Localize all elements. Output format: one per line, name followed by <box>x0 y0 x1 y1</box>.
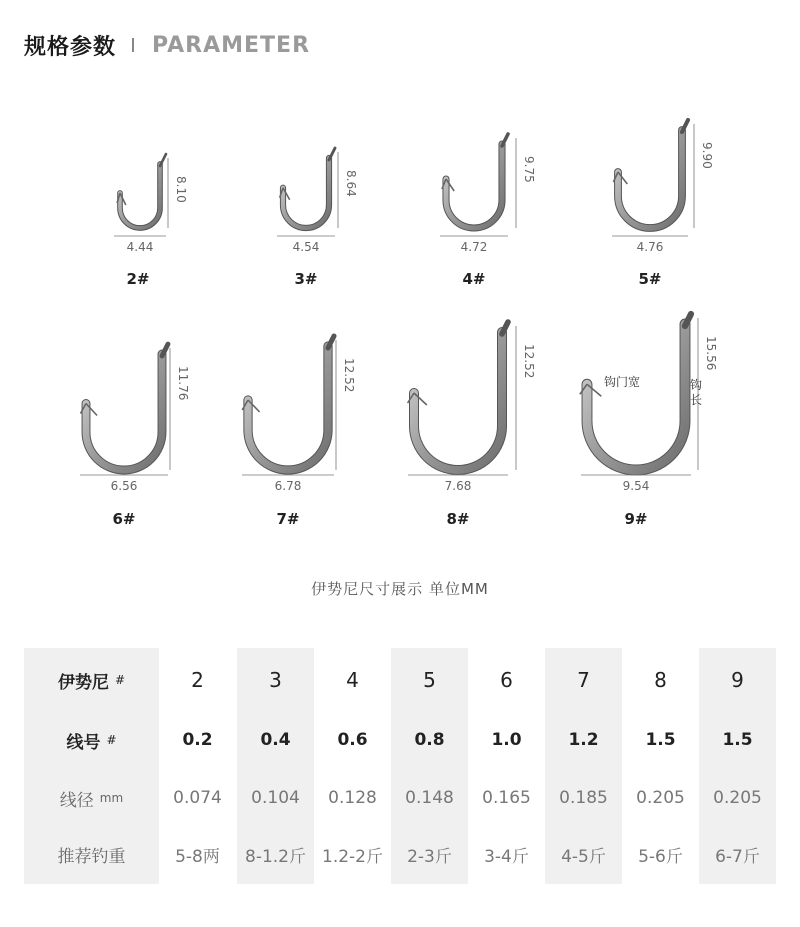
cell-line-no: 0.4 <box>260 730 291 750</box>
cell-diameter: 0.185 <box>559 788 608 808</box>
cell-weight: 1.2-2斤 <box>322 846 383 867</box>
hook-length-label: 9.90 <box>700 142 714 169</box>
cell-weight: 5-8两 <box>175 846 220 867</box>
gap-width-annotation: 钩门宽 <box>604 375 641 389</box>
hook-4-drawing <box>442 134 508 228</box>
hook-width-label: 9.54 <box>622 479 650 493</box>
hook-width-label: 6.78 <box>274 479 302 493</box>
cell-size: 8 <box>654 668 667 692</box>
cell-diameter: 0.128 <box>328 788 377 808</box>
cell-size: 2 <box>191 668 204 692</box>
hook-2-drawing <box>117 154 166 228</box>
cell-line-no: 0.6 <box>337 730 368 750</box>
header-line-no: 线号 # <box>66 732 117 753</box>
hook-length-label: 11.76 <box>176 366 190 401</box>
cell-size: 5 <box>423 668 436 692</box>
hook-width-label: 4.44 <box>126 240 154 254</box>
header-size: 伊势尼 # <box>57 672 126 693</box>
hook-length-label: 15.56 <box>704 336 718 371</box>
table-column <box>468 648 545 884</box>
hook-length-annotation: 钩长 <box>690 378 703 407</box>
section-title-en: PARAMETER <box>152 32 311 58</box>
hook-length-label: 8.10 <box>174 176 188 203</box>
hook-length-label: 9.75 <box>522 156 536 183</box>
header-weight: 推荐钓重 <box>57 846 126 867</box>
table-column <box>237 648 314 884</box>
diagram-caption: 伊势尼尺寸展示 单位MM <box>311 580 489 598</box>
table-column <box>159 648 236 884</box>
cell-size: 3 <box>269 668 282 692</box>
hook-5-drawing <box>613 120 688 228</box>
hook-size-label: 4# <box>462 270 486 288</box>
cell-size: 9 <box>731 668 744 692</box>
hook-size-label: 7# <box>276 510 300 528</box>
table-column <box>699 648 776 884</box>
cell-weight: 8-1.2斤 <box>245 846 306 867</box>
cell-line-no: 1.5 <box>722 730 753 750</box>
spec-table <box>24 648 776 884</box>
hook-size-label: 8# <box>446 510 470 528</box>
cell-size: 4 <box>346 668 359 692</box>
hook-width-label: 6.56 <box>110 479 138 493</box>
table-column <box>314 648 391 884</box>
hook-width-label: 4.76 <box>636 240 664 254</box>
cell-weight: 2-3斤 <box>407 846 452 867</box>
cell-diameter: 0.074 <box>173 788 222 808</box>
cell-line-no: 0.8 <box>414 730 445 750</box>
hook-9-drawing <box>580 314 691 470</box>
cell-line-no: 1.5 <box>645 730 676 750</box>
cell-diameter: 0.165 <box>482 788 531 808</box>
header-diameter: 线径 mm <box>59 790 124 811</box>
hook-8-drawing <box>408 322 508 470</box>
hook-width-label: 4.72 <box>460 240 488 254</box>
cell-diameter: 0.104 <box>251 788 300 808</box>
cell-weight: 4-5斤 <box>561 846 606 867</box>
hook-size-label: 6# <box>112 510 136 528</box>
cell-line-no: 0.2 <box>182 730 213 750</box>
hook-7-drawing <box>242 336 334 470</box>
cell-size: 7 <box>577 668 590 692</box>
cell-weight: 3-4斤 <box>484 846 529 867</box>
hook-6-drawing <box>80 344 168 470</box>
hook-size-label: 9# <box>624 510 648 528</box>
hook-size-label: 2# <box>126 270 150 288</box>
cell-line-no: 1.2 <box>568 730 599 750</box>
hook-length-label: 8.64 <box>344 170 358 197</box>
section-title-cn: 规格参数 <box>24 34 117 60</box>
table-column <box>622 648 699 884</box>
hook-3-drawing <box>280 148 335 228</box>
table-column <box>391 648 468 884</box>
cell-line-no: 1.0 <box>491 730 522 750</box>
cell-diameter: 0.148 <box>405 788 454 808</box>
cell-diameter: 0.205 <box>636 788 685 808</box>
cell-weight: 5-6斤 <box>638 846 683 867</box>
hook-size-label: 3# <box>294 270 318 288</box>
cell-diameter: 0.205 <box>713 788 762 808</box>
hook-size-label: 5# <box>638 270 662 288</box>
hook-length-label: 12.52 <box>522 344 536 379</box>
hook-width-label: 7.68 <box>444 479 472 493</box>
table-column <box>545 648 622 884</box>
cell-size: 6 <box>500 668 513 692</box>
table-header-column <box>24 648 159 884</box>
cell-weight: 6-7斤 <box>715 846 760 867</box>
hook-width-label: 4.54 <box>292 240 320 254</box>
hook-length-label: 12.52 <box>342 358 356 393</box>
